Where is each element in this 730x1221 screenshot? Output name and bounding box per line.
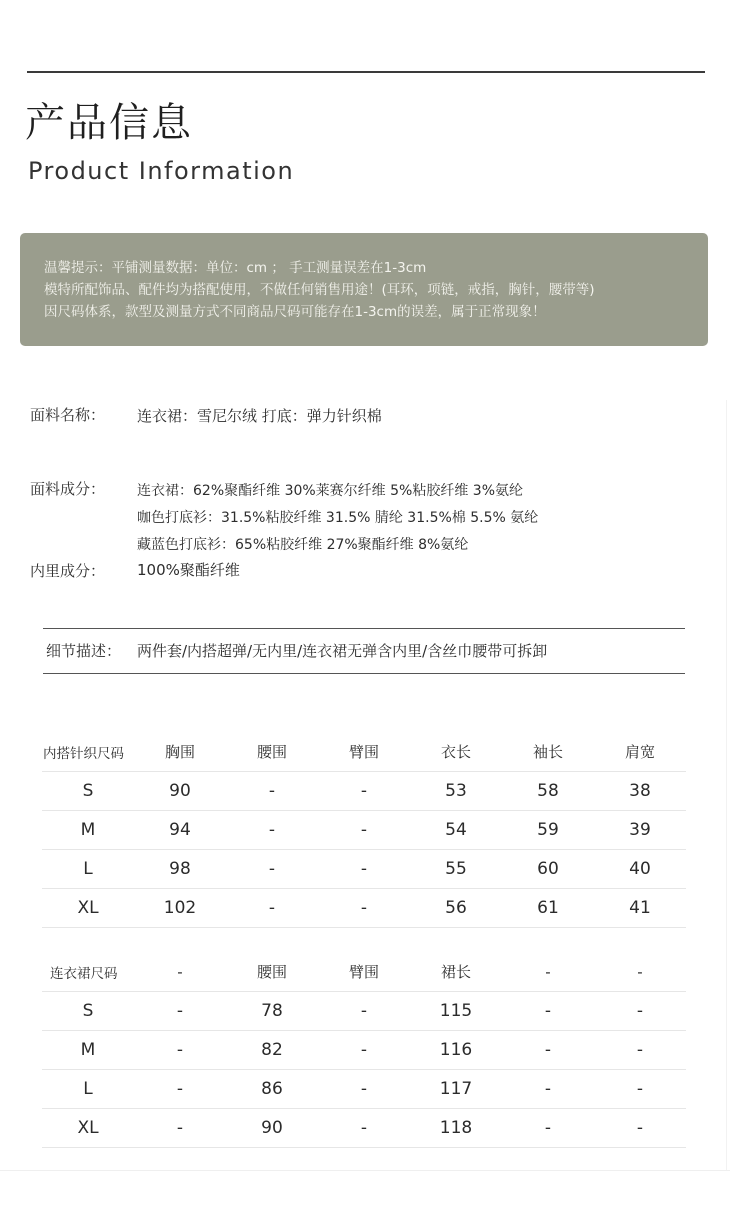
details-label: 细节描述： [46,642,122,660]
table-cell: 38 [594,772,686,811]
table-cell: - [226,889,318,928]
table-cell: 116 [410,1031,502,1070]
table-cell: - [318,850,410,889]
table-header-cell: 衣长 [410,732,502,772]
fabric-name-value: 连衣裙：雪尼尔绒 打底：弹力针织棉 [137,407,382,425]
table-header-cell: 臂围 [318,732,410,772]
table-row [42,1070,686,1109]
table-cell: 41 [594,889,686,928]
table-cell: 61 [502,889,594,928]
table-cell: - [318,1109,410,1148]
lining-label: 内里成分： [30,562,106,580]
details-top-rule [43,628,685,629]
table-header-cell: 臂围 [318,952,410,992]
table-cell: S [42,992,134,1031]
table-cell: 115 [410,992,502,1031]
table-cell: 94 [134,811,226,850]
table-header-cell: 裙长 [410,952,502,992]
table-row [42,889,686,928]
composition-line-3: 藏蓝色打底衫：65%粘胶纤维 27%聚酯纤维 8%氨纶 [137,537,469,553]
dress-size-table [42,952,686,1148]
details-value: 两件套/内搭超弹/无内里/连衣裙无弹含内里/含丝巾腰带可拆卸 [137,642,548,660]
table-cell: - [594,1031,686,1070]
lining-value: 100%聚酯纤维 [137,561,240,579]
table-cell: XL [42,1109,134,1148]
table-header-cell: - [594,952,686,992]
composition-line-2: 咖色打底衫：31.5%粘胶纤维 31.5% 腈纶 31.5%棉 5.5% 氨纶 [137,510,539,526]
table-cell: M [42,811,134,850]
table-cell: - [502,1109,594,1148]
table-cell: - [226,850,318,889]
table-header-row [42,952,686,992]
table-header-cell: 内搭针织尺码 [42,732,134,772]
table-cell: 117 [410,1070,502,1109]
table-header-cell: 腰围 [226,732,318,772]
table-cell: 39 [594,811,686,850]
bottom-edge-line [0,1170,730,1171]
table-cell: - [502,992,594,1031]
table-header-cell: 腰围 [226,952,318,992]
table-cell: 56 [410,889,502,928]
table-header-row [42,732,686,772]
notice-line-1: 温馨提示：平铺测量数据：单位：cm ； 手工测量误差在1-3cm [44,260,427,276]
composition-line-1: 连衣裙：62%聚酯纤维 30%莱赛尔纤维 5%粘胶纤维 3%氨纶 [137,483,524,499]
table-cell: - [318,772,410,811]
table-cell: - [134,1109,226,1148]
table-cell: - [318,811,410,850]
table-header-cell: 肩宽 [594,732,686,772]
table-row [42,992,686,1031]
table-cell: - [502,1031,594,1070]
table-cell: - [134,1031,226,1070]
table-cell: 55 [410,850,502,889]
table-row [42,811,686,850]
table-cell: 58 [502,772,594,811]
table-cell: - [134,1070,226,1109]
table-cell: XL [42,889,134,928]
table-cell: L [42,1070,134,1109]
table-cell: 40 [594,850,686,889]
top-divider [27,71,705,73]
table-cell: 118 [410,1109,502,1148]
table-cell: - [502,1070,594,1109]
table-row [42,850,686,889]
table-cell: 86 [226,1070,318,1109]
table-header-cell: 连衣裙尺码 [42,952,134,992]
table-cell: 82 [226,1031,318,1070]
page-subtitle: Product Information [28,157,295,185]
details-bottom-rule [43,673,685,674]
table-cell: S [42,772,134,811]
table-header-cell: 胸围 [134,732,226,772]
composition-label: 面料成分： [30,480,106,498]
table-header-cell: - [502,952,594,992]
table-cell: - [318,1031,410,1070]
table-cell: 53 [410,772,502,811]
table-cell: 60 [502,850,594,889]
inner-size-table [42,732,686,928]
table-cell: 102 [134,889,226,928]
notice-line-2: 模特所配饰品、配件均为搭配使用，不做任何销售用途！(耳环，项链，戒指，胸针，腰带等) [44,282,595,298]
table-cell: - [226,811,318,850]
notice-box [20,233,708,346]
table-cell: 90 [226,1109,318,1148]
table-cell: - [594,992,686,1031]
page-edge-line [726,400,727,1170]
table-cell: - [134,992,226,1031]
table-cell: 90 [134,772,226,811]
table-cell: 54 [410,811,502,850]
table-cell: M [42,1031,134,1070]
page-title: 产品信息 [25,100,193,146]
table-cell: L [42,850,134,889]
table-header-cell: - [134,952,226,992]
table-cell: - [594,1070,686,1109]
table-cell: - [594,1109,686,1148]
table-row [42,1109,686,1148]
table-cell: - [318,1070,410,1109]
table-cell: - [318,992,410,1031]
fabric-name-label: 面料名称： [30,406,106,424]
table-row [42,772,686,811]
notice-line-3: 因尺码体系，款型及测量方式不同商品尺码可能存在1-3cm的误差，属于正常现象！ [44,304,546,320]
table-cell: 78 [226,992,318,1031]
table-cell: 98 [134,850,226,889]
table-header-cell: 袖长 [502,732,594,772]
table-row [42,1031,686,1070]
table-cell: - [318,889,410,928]
table-cell: - [226,772,318,811]
table-cell: 59 [502,811,594,850]
